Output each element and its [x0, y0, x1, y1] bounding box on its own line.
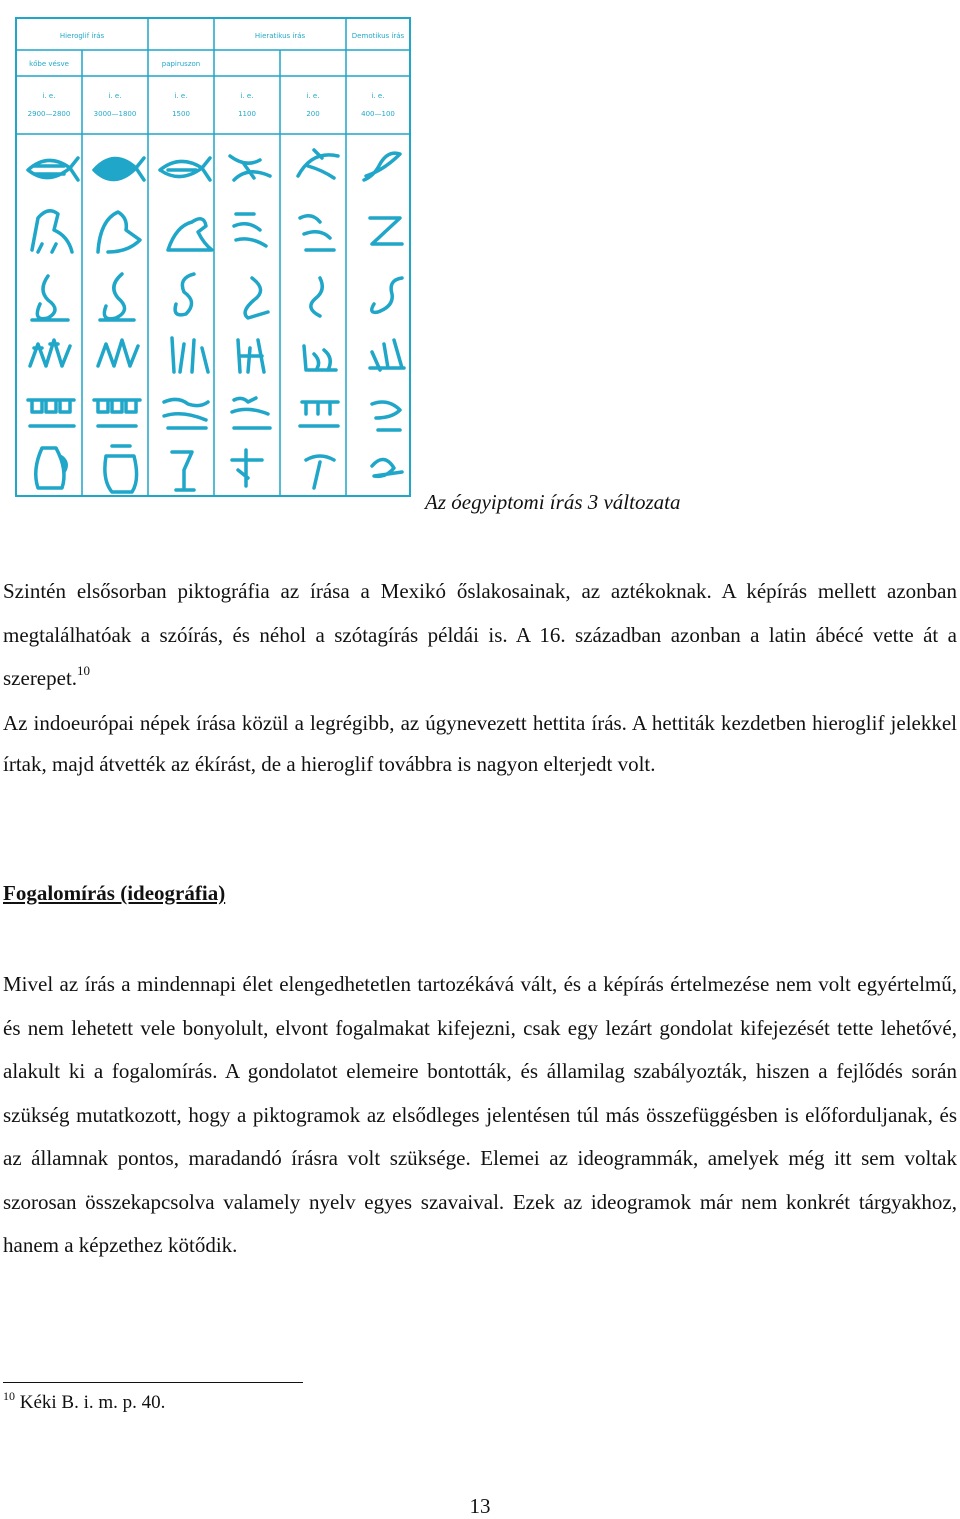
subheader-stone: kőbe vésve	[29, 60, 69, 68]
subheader-papyrus: papiruszon	[161, 60, 201, 68]
paragraph-ideography: Mivel az írás a mindennapi élet elengedhetetlen tartozékává vált, és a képírás értelmezése nem volt egyértelmű, és nem lehetett vele bonyolult, elvont fogalmakat kifejezni, csak egy lezárt gondolat kifejezését tette lehetővé, alakult ki a fogalomírás. A gondolatot elemeire bontották, és államilag szabályozták, hiszen a fejlődés során szükség mutatkozott, hogy a piktogramok az elsődleges jelentésen túl más összefüggésben is előforduljanak, és az államnak pontos, maradandó írásra volt szüksége. Elemei az ideogrammák, amelyek még itt sem voltak szorosan összekapcsolva valamely nyelv egyes szavaival. Ezek az ideogramok már nem konkrét tárgyakhoz, hanem a képzethez kötődik.	[3, 972, 957, 1257]
footnote-number: 10	[3, 1389, 15, 1403]
table-frame	[16, 18, 410, 496]
figure-caption: Az óegyiptomi írás 3 változata	[425, 490, 681, 514]
header-demotic: Demotikus írás	[351, 32, 405, 40]
date-value: 1500	[172, 110, 190, 118]
footnote-divider	[3, 1382, 303, 1383]
date-prefix: i. e.	[108, 92, 122, 100]
date-value: 2900—2800	[27, 110, 71, 118]
date-prefix: i. e.	[371, 92, 385, 100]
page-number: 13	[469, 1494, 491, 1518]
date-value: 1100	[238, 110, 256, 118]
date-prefix: i. e.	[240, 92, 254, 100]
hieroglyph-table	[8, 0, 418, 508]
section-heading: Fogalomírás (ideográfia)	[3, 881, 226, 905]
paragraph-aztec-text: Szintén elsősorban piktográfia az írása a Mexikó őslakosainak, az aztékoknak. A képírás mellett azonban megtalálhatóak a szóírás, és néhol a szótagírás példái is. A 16. században azonban a latin ábécé vette át a szerepet.	[3, 579, 957, 690]
hieroglyph-table-figure	[8, 0, 418, 508]
paragraph-aztec	[3, 570, 957, 701]
footnote-text: Kéki B. i. m. p. 40.	[19, 1392, 166, 1413]
date-prefix: i. e.	[306, 92, 320, 100]
date-value: 200	[306, 110, 320, 118]
paragraph-hittite: Az indoeurópai népek írása közül a legrégibb, az úgynevezett hettita írás. A hettiták kezdetben hieroglif jelekkel írtak, majd átvették az ékírást, de a hieroglif továbbra is nagyon elterjedt volt.	[3, 711, 957, 776]
footnote-reference[interactable]: 10	[77, 663, 91, 678]
date-value: 3000—1800	[93, 110, 137, 118]
footnote	[3, 1389, 166, 1414]
header-hieratic: Hieratikus írás	[254, 32, 306, 40]
date-value: 400—100	[361, 110, 395, 118]
date-prefix: i. e.	[42, 92, 56, 100]
header-hieroglyph: Hieroglif írás	[59, 32, 105, 40]
date-prefix: i. e.	[174, 92, 188, 100]
